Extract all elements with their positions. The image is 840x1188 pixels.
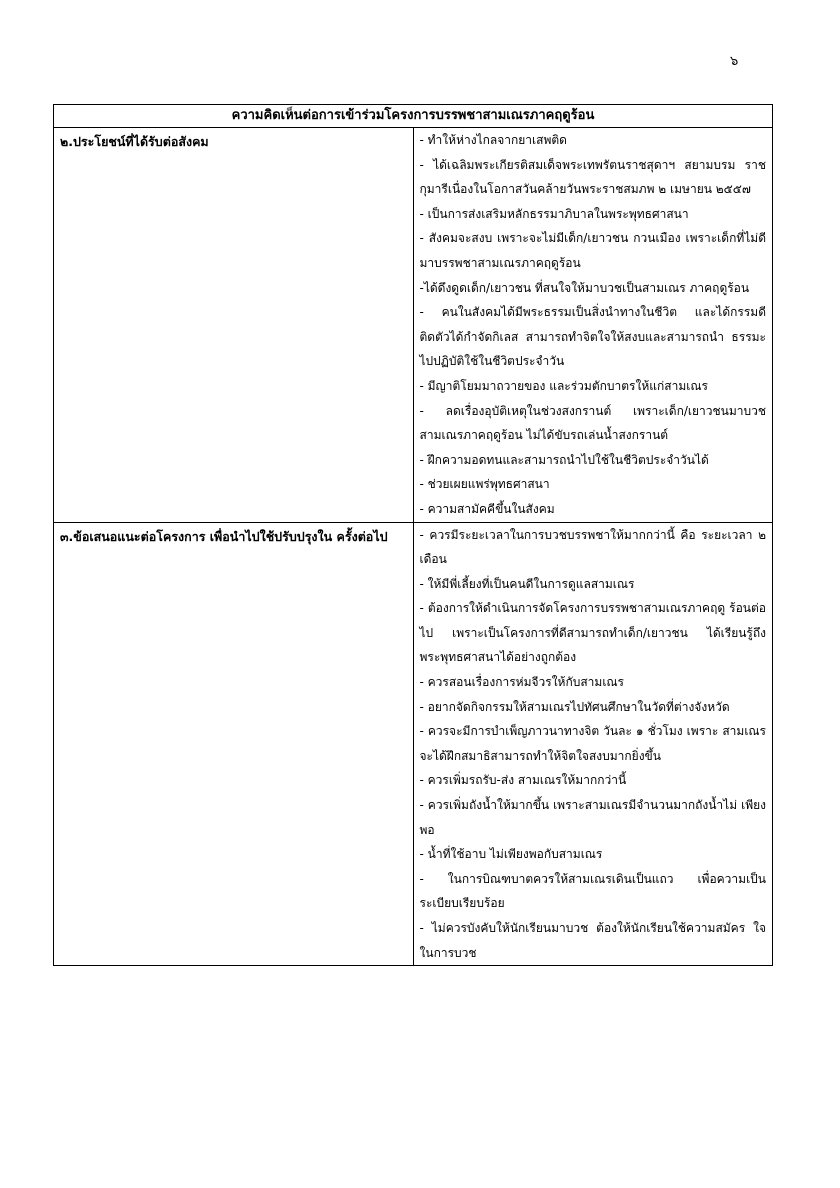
list-item: - ทำให้ห่างไกลจากยาเสพติด <box>419 133 567 147</box>
list-item: - ฝึกความอดทนและสามารถนำไปใช้ในชีวิตประจำวันได้ <box>419 452 709 467</box>
table-row-suggestions <box>54 522 773 966</box>
list-item: - อยากจัดกิจกรรมให้สามเณรไปทัศนศึกษาในวัดที่ต่างจังหวัด <box>419 699 730 714</box>
list-item: - ควรเพิ่มรถรับ-ส่ง สามเณรให้มากกว่านี้ <box>419 773 627 788</box>
list-item: - น้ำที่ใช้อาบ ไม่เพียงพอกับสามเณร <box>419 847 603 862</box>
list-item: - คนในสังคมได้มีพระธรรมเป็นสิ่งนำทางในชีวิต และได้กรรมดี ติดตัวได้กำจัดกิเลส สามารถทำจิตใจให้สงบและสามารถนำ ธรรมะไปปฏิบัติใช้ในชีวิตประจำวัน <box>419 305 766 369</box>
list-item: - ให้มีพี่เลี้ยงที่เป็นคนดีในการดูแลสามเณร <box>419 576 635 591</box>
list-item: - มีญาติโยมมาถวายของ และร่วมตักบาตรให้แก่สามเณร <box>419 378 708 393</box>
list-item: - ต้องการให้ดำเนินการจัดโครงการบรรพชาสามเณรภาคฤดู ร้อนต่อไป เพราะเป็นโครงการที่ดีสามารถทำเด็ก/เยาวชน ได้เรียนรู้ถึงพระพุทธศาสนาได้อย่างถูกต้อง <box>419 601 766 665</box>
table-row-benefits <box>54 128 773 523</box>
list-item: - ควรเพิ่มถังน้ำให้มากขึ้น เพราะสามเณรมีจำนวนมากถังน้ำไม่ เพียงพอ <box>419 798 766 837</box>
list-item: - ควรสอนเรื่องการห่มจีวรให้กับสามเณร <box>419 675 624 690</box>
table-title: ความคิดเห็นต่อการเข้าร่วมโครงการบรรพชาสามเณรภาคฤดูร้อน <box>54 105 773 128</box>
list-item: - ควรจะมีการบำเพ็ญภาวนาทางจิต วันละ ๑ ชั่วโมง เพราะ สามเณรจะได้ฝึกสมาธิสามารถทำให้จิตใจสงบมากยิ่งขึ้น <box>419 724 766 763</box>
list-item: - ความสามัคคีขึ้นในสังคม <box>419 501 555 516</box>
list-item: - ช่วยเผยแพร่พุทธศาสนา <box>419 477 550 492</box>
table-title-row <box>54 105 773 128</box>
topic-benefits: ๒.ประโยชน์ที่ได้รับต่อสังคม <box>54 128 414 523</box>
page-number: ๖ <box>730 54 739 69</box>
list-item: - เป็นการส่งเสริมหลักธรรมาภิบาลในพระพุทธศาสนา <box>419 206 689 221</box>
opinion-table <box>53 104 773 966</box>
details-suggestions <box>413 522 773 966</box>
list-item: - ไม่ควรบังคับให้นักเรียนมาบวช ต้องให้นักเรียนใช้ความสมัคร ใจในการบวช <box>419 921 766 960</box>
list-item: - สังคมจะสงบ เพราะจะไม่มีเด็ก/เยาวชน กวนเมือง เพราะเด็กที่ไม่ดีมาบรรพชาสามเณรภาคฤดูร้อน <box>419 231 766 270</box>
list-item: - ได้เฉลิมพระเกียรติสมเด็จพระเทพรัตนราชสุดาฯ สยามบรม ราชกุมารีเนื่องในโอกาสวันคล้ายวันพระราชสมภพ ๒ เมษายน ๒๕๕๗ <box>419 157 766 197</box>
list-item: - ในการบิณฑบาตควรให้สามเณรเดินเป็นแถว เพื่อความเป็น ระเบียบเรียบร้อย <box>419 871 766 911</box>
details-benefits <box>413 128 773 523</box>
list-item: -ได้ดึงดูดเด็ก/เยาวชน ที่สนใจให้มาบวชเป็นสามเณร ภาคฤดูร้อน <box>419 280 750 295</box>
topic-suggestions: ๓.ข้อเสนอแนะต่อโครงการ เพื่อนำไปใช้ปรับปรุงใน ครั้งต่อไป <box>54 522 414 966</box>
list-item: - ลดเรื่องอุบัติเหตุในช่วงสงกรานต์ เพราะเด็ก/เยาวชนมาบวช สามเณรภาคฤดูร้อน ไม่ได้ขับรถเล่นน้ำสงกรานต์ <box>419 403 766 443</box>
list-item: - ควรมีระยะเวลาในการบวชบรรพชาให้มากกว่านี้ คือ ระยะเวลา ๒ เดือน <box>419 527 766 567</box>
